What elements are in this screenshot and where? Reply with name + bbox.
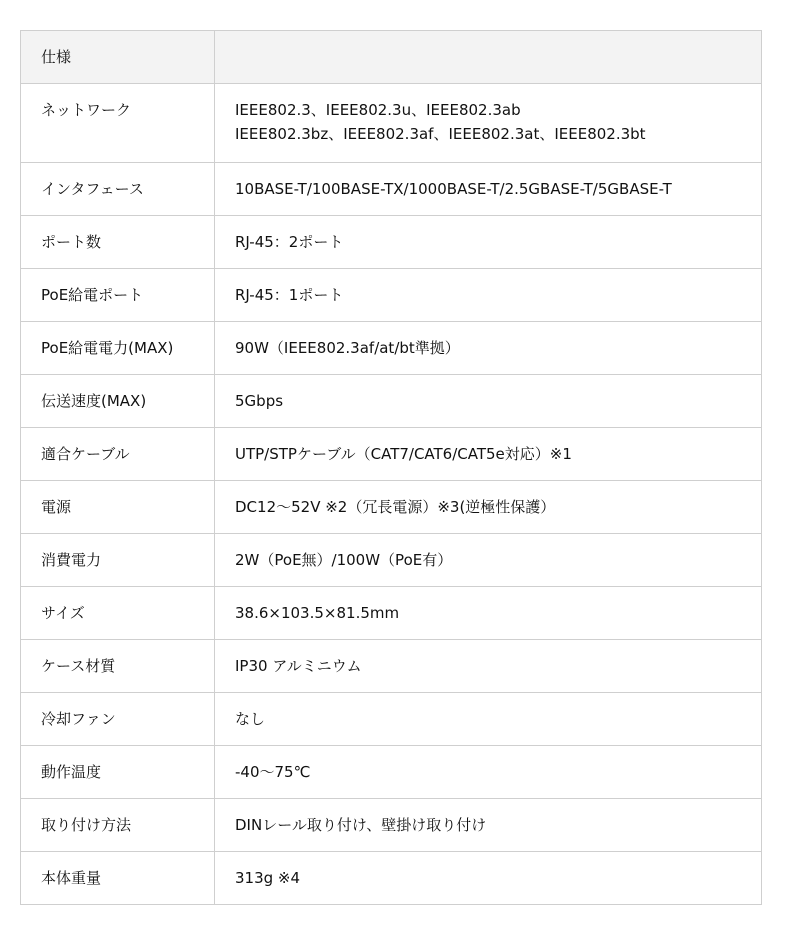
spec-header-value: [215, 31, 762, 84]
spec-label: 適合ケーブル: [21, 428, 215, 481]
spec-value: DC12～52V ※2（冗長電源）※3(逆極性保護）: [215, 481, 762, 534]
spec-row-consumption: [21, 534, 762, 587]
spec-label: 伝送速度(MAX): [21, 375, 215, 428]
spec-row-weight: [21, 852, 762, 905]
spec-row-speed: [21, 375, 762, 428]
spec-label: 冷却ファン: [21, 693, 215, 746]
spec-label: PoE給電ポート: [21, 269, 215, 322]
spec-label: PoE給電電力(MAX): [21, 322, 215, 375]
spec-label: インタフェース: [21, 163, 215, 216]
spec-row-network: [21, 84, 762, 163]
spec-row-temperature: [21, 746, 762, 799]
spec-value: 5Gbps: [215, 375, 762, 428]
spec-row-port-count: [21, 216, 762, 269]
spec-value: なし: [215, 693, 762, 746]
spec-label: 消費電力: [21, 534, 215, 587]
spec-row-poe-power: [21, 322, 762, 375]
spec-label: 動作温度: [21, 746, 215, 799]
spec-row-cable: [21, 428, 762, 481]
spec-value: -40～75℃: [215, 746, 762, 799]
spec-row-mounting: [21, 799, 762, 852]
spec-row-fan: [21, 693, 762, 746]
spec-label: サイズ: [21, 587, 215, 640]
spec-row-power-supply: [21, 481, 762, 534]
spec-value: DINレール取り付け、壁掛け取り付け: [215, 799, 762, 852]
spec-value-line: IEEE802.3、IEEE802.3u、IEEE802.3ab: [235, 101, 521, 119]
spec-value: 38.6×103.5×81.5mm: [215, 587, 762, 640]
spec-value: 10BASE-T/100BASE-TX/1000BASE-T/2.5GBASE-T/5GBASE-T: [215, 163, 762, 216]
spec-value-line: IEEE802.3bz、IEEE802.3af、IEEE802.3at、IEEE802.3bt: [235, 125, 646, 143]
spec-label: 取り付け方法: [21, 799, 215, 852]
spec-row-poe-port: [21, 269, 762, 322]
spec-value: 90W（IEEE802.3af/at/bt準拠）: [215, 322, 762, 375]
spec-label: 電源: [21, 481, 215, 534]
spec-value: UTP/STPケーブル（CAT7/CAT6/CAT5e対応）※1: [215, 428, 762, 481]
spec-label: ネットワーク: [21, 84, 215, 163]
spec-value: [215, 84, 762, 163]
spec-row-case-material: [21, 640, 762, 693]
spec-value: RJ-45：1ポート: [215, 269, 762, 322]
spec-header-row: [21, 31, 762, 84]
spec-value: 2W（PoE無）/100W（PoE有）: [215, 534, 762, 587]
spec-value: RJ-45：2ポート: [215, 216, 762, 269]
spec-label: ポート数: [21, 216, 215, 269]
spec-label: ケース材質: [21, 640, 215, 693]
spec-table: [20, 30, 762, 905]
spec-row-interface: [21, 163, 762, 216]
spec-row-size: [21, 587, 762, 640]
spec-value: IP30 アルミニウム: [215, 640, 762, 693]
spec-header-label: 仕様: [21, 31, 215, 84]
spec-value: 313g ※4: [215, 852, 762, 905]
spec-label: 本体重量: [21, 852, 215, 905]
